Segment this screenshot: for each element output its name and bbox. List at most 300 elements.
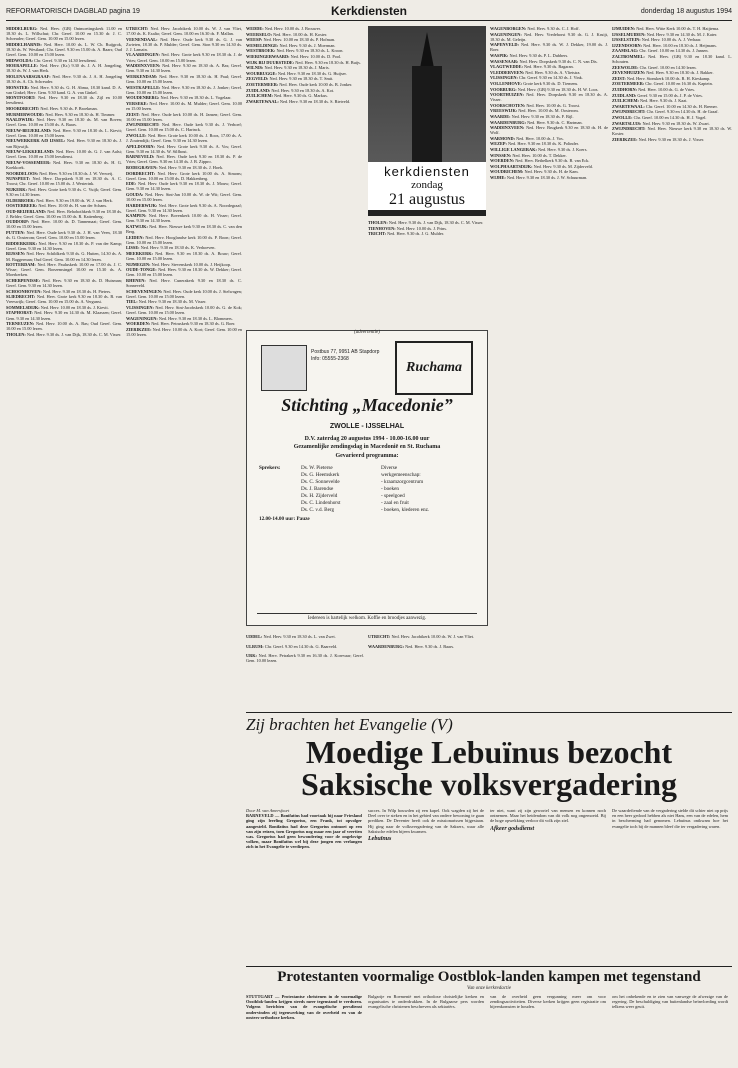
listing-text: Ned. Herv. 9.30 ds. J. Moerman.	[278, 42, 336, 48]
listing-entry	[490, 120, 608, 125]
listing-text: Chr. Geref. 9.30 en 14.30 ds. G. Baarveld.	[263, 643, 338, 649]
listing-entry	[490, 125, 608, 135]
listing-entry	[126, 299, 242, 304]
listing-town: NIJKERK:	[6, 186, 28, 192]
listing-text: Ned. Herv. 9.30 en 19.00 ds. W. J. van Herk.	[35, 197, 113, 203]
listing-text: Ned. Herv. 9.30 en 18.30 ds. J. Bakker.	[645, 70, 714, 76]
listing-town: ZWARTSLUIS:	[612, 120, 642, 126]
listing-town: MURMERWOUDE:	[6, 111, 45, 117]
listing-town: ZWOLLE:	[126, 132, 147, 138]
listing-town: VLEDDERVEEN:	[490, 69, 525, 75]
listing-text: Ned. Herv. 9.30 en 18.30 ds. H. Paul; Geref. Gem. 10.00 en 15.00 lezen.	[126, 73, 242, 84]
listing-text: Ned. Herv. (GB) 9.30 en 18.30 kand. L. Schouten.	[612, 53, 732, 65]
listing-text: Ned. Herv. 9.30 ds. J. van Dijk, 18.30 ds. C. M. Visser.	[387, 220, 484, 225]
listing-entry	[490, 53, 608, 58]
listing-town: ZWARTEWAAL:	[612, 103, 645, 109]
listing-entry	[126, 278, 242, 288]
listing-town: ZEIST:	[126, 111, 140, 117]
listing-town: WOUBRUGGE:	[246, 70, 277, 76]
speaker-row	[259, 486, 429, 493]
listing-text: Ned. Herv. 9.30 en 18.30 ds. H. G. Koekkoek.	[6, 159, 122, 170]
listing-entry	[612, 43, 732, 48]
listing-entry	[6, 332, 122, 337]
listing-town: WESTKAPELLE:	[126, 84, 161, 90]
listing-entry	[6, 321, 122, 331]
listing-town: RHENEN:	[126, 277, 146, 283]
speaker-row	[259, 500, 429, 507]
article-headline: Moedige Lebuïnus bezocht Saksische volksvergadering	[300, 734, 678, 802]
listing-town: NIEUWERKERK A/D IJSSEL:	[6, 138, 66, 144]
listing-town: KAMPEN:	[126, 213, 147, 219]
listing-entry	[126, 52, 242, 62]
listing-town: WESTBROEK:	[246, 48, 276, 54]
listing-town: BODEGRAVEN:	[126, 164, 158, 170]
listing-town: WAGENINGEN:	[126, 315, 158, 321]
listing-entry	[6, 117, 122, 127]
listing-town: WAARDE:	[490, 114, 511, 119]
speaker-name: Ds. C. Lindenhorst	[301, 500, 341, 506]
listing-entry	[6, 251, 122, 261]
listing-entry	[6, 219, 122, 229]
listing-text: Chr. Geref. 10.00 en 14.30 ds. H. Bremer.	[644, 103, 718, 109]
listing-text: Ned. Herv. 10.00 ds. J. Brouwer.	[263, 26, 321, 31]
listing-entry	[126, 181, 242, 191]
article2-col-3: van de overheid geen vergunning meer om voor zendingsactiviteiten. Diverse kerken krijgen geen registratie om bijeenkomsten te houden.	[490, 994, 606, 1010]
listing-text: Ned. Herv. (GB) Ontmoetingskerk 11.00 en 18.30 ds. L. Willschut; Chr. Geref. 10.00 en 15.30 dr. J. C. Schreuder; Geref. Gem. 10.00 en 15.00 lezen.	[6, 26, 122, 42]
activity: - boeken	[381, 486, 400, 492]
listing-text: Chr. Geref. 9.30 en 14.30 leesdienst.	[32, 57, 97, 63]
listing-text: Ned. Herv. Schildkerk 9.30 ds. G. Hutten, 14.30 ds. A. M. Baggerman; Oud Geref. Gem. 10.00 en 14.30 lezen.	[6, 251, 122, 262]
listing-entry	[490, 164, 608, 169]
listing-text: Ned. Herv. 9.30 en 18.30 ds. A. Bouw; Geref. Gem. 10.00 en 15.00 lezen.	[126, 250, 242, 262]
listing-entry	[612, 109, 732, 114]
listing-town: WEDDE:	[246, 26, 264, 31]
listing-text: Grote kerk 9.30 ds. D. Tiemens.	[522, 80, 579, 86]
listing-text: Ned. Herv. Pauluskerk 10.00 en 17.00 ds. J. C. Wisse; Geref. Gem. Boezemsingel 10.00 en 15.30 ds. A. Moerkerken.	[6, 262, 122, 278]
listing-text: Ned. Herv. 9.30 en 18.30 ds. L. Kroon.	[275, 48, 344, 54]
listing-town: ZEEWOLDE:	[612, 64, 639, 70]
ad-event-sub: Gezamenlijke zendingsdag in Macedonië en St. Ruchama	[293, 444, 441, 450]
article-col-4	[612, 808, 728, 958]
listing-entry	[6, 160, 122, 170]
activity: werkgemeenschap:	[381, 472, 421, 478]
listing-entry	[490, 75, 608, 80]
listing-town: PUTTEN:	[6, 230, 25, 236]
ad-time: 12.00-14.00 uur: Pauze	[259, 516, 310, 522]
listing-town: MONSTER:	[6, 84, 30, 90]
listing-town: NUNSPEET:	[6, 176, 31, 182]
listing-entry	[246, 99, 364, 104]
listing-text: Ned. Herv. Oude kerk 10.00 ds. H. Jansen; Geref. Gem. 10.00 en 15.00 lezen.	[126, 111, 242, 122]
listing-entry	[126, 321, 242, 326]
photo-caption-top: kerkdiensten	[384, 164, 470, 179]
listing-entry	[490, 108, 608, 113]
listing-entry	[368, 644, 486, 649]
listing-entry	[126, 316, 242, 321]
activity: - zaal en fruit	[381, 500, 409, 506]
listing-town: NIJMEGEN:	[126, 261, 151, 267]
listing-town: MOLENAARSGRAAF:	[6, 73, 51, 79]
listing-text: Ned. Herv. Stevenskerk 10.00 ds. J. Heijkoop.	[150, 261, 232, 267]
listing-text: Ned. Herv. Bethelkerk 9.30 ds. B. van Eck.	[514, 158, 590, 164]
listing-entry	[6, 74, 122, 84]
listing-entry	[6, 187, 122, 197]
listing-entry	[612, 121, 732, 126]
listing-entry	[246, 65, 364, 70]
listing-text: Ned. Herv. 9.30 en 18.30 ds. L. Blommers.	[157, 315, 233, 321]
listing-entry	[126, 305, 242, 315]
listing-entry	[490, 147, 608, 152]
speaker-name: Ds. H. Zijderveld	[301, 493, 338, 499]
listing-text: Ned. Herv. 9.30 ds. J. Kaat.	[638, 98, 688, 104]
listing-entry	[612, 54, 732, 64]
listing-town: OUD-BEIJERLAND:	[6, 208, 47, 214]
listing-town: LISSE:	[126, 245, 140, 251]
article-kicker: Zij brachten het Evangelie (V)	[246, 712, 732, 735]
listing-town: URK:	[246, 653, 257, 659]
listing-entry	[126, 112, 242, 122]
listing-text: Ned. Herv. Dorpskerk 9.30 en 18.30 ds. A. C. Troost; Chr. Geref. 10.00 en 15.00 ds. J. Westerink.	[6, 176, 122, 187]
listing-text: Ned. Herv. 10.00 en 18.30 ds. J. Heijmans.	[642, 42, 717, 48]
listing-text: Chr. Geref. 9.30 en 14.30 ds. J. Vink.	[517, 75, 583, 81]
listing-town: WADDINXVEEN:	[126, 63, 161, 69]
listing-text: Ned. Herv. 10.00 ds. G. de Vries.	[637, 87, 696, 93]
listing-town: ZEGVELD:	[246, 76, 269, 82]
listing-town: WILLIGE LANGERAK:	[490, 147, 537, 153]
listing-entry	[246, 37, 364, 42]
listing-town: TERNEUZEN:	[6, 321, 35, 327]
advertisement	[246, 330, 488, 626]
listing-column-4	[368, 220, 486, 326]
listing-town: ZUIDLAND:	[246, 87, 271, 93]
listing-town: VREESWIJK:	[490, 108, 518, 114]
listing-town: WASSENAAR:	[490, 58, 519, 64]
listing-town: WADDINXVEEN:	[490, 125, 525, 131]
listing-town: THOLEN:	[6, 331, 26, 337]
listing-town: VOORTHUIZEN:	[490, 92, 524, 98]
listing-town: STAPHORST:	[6, 310, 33, 316]
listing-entry	[6, 262, 122, 277]
listing-text: Ned. Herv. 10.00 ds. D. Pool.	[289, 53, 342, 59]
speaker-row	[259, 465, 429, 472]
listing-town: IJSSELMUIDEN:	[612, 31, 646, 37]
listing-text: Ned. Herv. Nieuwe kerk 9.30 en 18.30 ds. C. van den Berg.	[126, 223, 242, 235]
listing-entry	[490, 103, 608, 108]
article-byline: Door M. van Amersfoort	[246, 808, 290, 813]
article	[246, 712, 732, 1064]
listing-text: Ned. Herv. 9.30 en 18.30 ds. J. Visser.	[637, 136, 705, 142]
listing-town: KATWIJK:	[126, 223, 148, 229]
listing-town: BARNEVELD:	[126, 154, 155, 160]
ad-address-line: Postbus 77, 9951 AB Stapdorp	[311, 349, 380, 355]
listing-text: Ned. Herv. 9.30 en 14.30 ds. M. J. Kater.	[645, 31, 718, 37]
listing-entry	[490, 32, 608, 42]
listing-entry	[126, 224, 242, 234]
listing-text: Ned. Herv. 9.30 en 18.30 ds. A. Bas; Geref. Gem. 9.30 en 14.30 lezen.	[126, 63, 242, 74]
listing-town: VLAARDINGEN:	[126, 52, 160, 58]
listing-text: Ned. Herv. 10.00 ds. A. Kort; Geref. Gem. 10.00 en 15.00 lezen.	[126, 326, 242, 337]
listing-entry	[490, 87, 608, 92]
listing-entry	[368, 634, 486, 639]
listing-entry	[126, 235, 242, 245]
listing-text: Ned. Herv. 9.30 ds. P. Broekman.	[39, 105, 98, 111]
listing-entry	[6, 241, 122, 251]
article-col-3	[490, 808, 606, 958]
listing-entry	[490, 136, 608, 141]
listing-entry	[246, 653, 364, 663]
article-text-2: succes. In Wilp bouwden zij een kapel. Ook wagden zij het de Deel over te steken en in het gebied van ondere bewoning te gaan prediken. De Deventer heeft ook de missionarissen bijgestaan. Hij ging naar de volksvergadering van de Saksers, waar alle Saksische edelen bijeen kwamen.	[368, 808, 484, 834]
listing-town: WILNIS:	[246, 65, 264, 71]
listing-text: Ned. Herv. Sionskerk 10.00 ds. R. H. Kieskamp.	[625, 75, 711, 81]
listing-entry	[6, 230, 122, 240]
listing-town: RIDDERKERK:	[6, 240, 38, 246]
listing-town: IJSSELSTEIN:	[612, 37, 641, 43]
listing-town: WOERDEN:	[126, 321, 151, 327]
listing-text: Ned. Herv. 9.30 en 18.30 ds. P. van der Kamp; Geref. Gem. 9.30 en 14.30 lezen.	[6, 240, 122, 251]
listing-text: Ned. Herv. 9.30 en 18.30 ds. J. Jonker; Geref. Gem. 10.00 en 15.00 lezen.	[126, 84, 242, 95]
listing-entry	[6, 310, 122, 320]
listing-column-3	[246, 26, 364, 356]
listing-text: Ned. Herv. Oude kerk 10.00 ds. J. Stelwagen; Geref. Gem. 10.00 en 15.00 lezen.	[126, 288, 242, 299]
listing-entry	[368, 226, 486, 231]
listing-text: Ned. Herv. 9.30 en 18.30 ds. M. van Boven; Geref. Gem. 10.00 en 15.00 ds. A. Baars.	[6, 117, 122, 128]
listing-town: WINSSEN:	[490, 152, 512, 158]
listing-town: ROTTERDAM:	[6, 262, 36, 268]
photo-caption-mid: zondag	[411, 179, 443, 191]
listing-text: Ned. Herv. 10.00 ds. T. Dekker.	[511, 152, 567, 158]
listing-text: Ned. Herv. Dorpskerk 9.30 en 18.30 ds. A. Visser.	[490, 92, 608, 103]
speaker-row	[259, 479, 429, 486]
listing-entry	[126, 251, 242, 261]
listing-town: WEZEP:	[490, 141, 507, 147]
listing-text: Ned. Herv. Grote kerk 9.30 ds. A. Noordegraaf; Geref. Gem. 9.30 en 14.30 lezen.	[126, 202, 242, 213]
article-text-3: ter niet, want zij zijn gewortel van mensen en konnen noch ontnemen. Maar het heidendom van dit volk nog ongemoeid. Bij de hoge opwekking verloor dit volk zijn ziel.	[490, 808, 606, 824]
ad-event	[257, 435, 477, 451]
article2-headline: Protestanten voormalige Oostblok-landen kampen met tegenstand	[246, 966, 732, 986]
listing-entry	[6, 42, 122, 57]
listing-entry	[126, 171, 242, 181]
listing-town: VLAGTWEDDE:	[490, 64, 523, 70]
listing-town: ZIERIKZEE:	[126, 326, 152, 332]
listing-text: Ned. Herv. Hooglandse kerk 10.00 ds. P. Boon; Geref. Gem. 10.00 en 15.00 lezen.	[126, 234, 242, 245]
listing-text: Ned. Herv. Bovenkerk 10.00 ds. H. Visser; Geref. Gem. 9.30 en 14.30 lezen.	[126, 213, 242, 224]
listing-town: WOUDRICHEM:	[490, 169, 524, 175]
listing-text: Ned. Herv. 9.30 ds. C. Hartman.	[526, 119, 583, 125]
listing-entry	[490, 81, 608, 86]
listing-text: Ned. Herv. 9.30 en 18.30 ds. H. Timmer.	[44, 111, 116, 117]
speaker-row	[259, 507, 429, 514]
listing-text: Ned. Herv. 9.30 ds. A. Vlietstra.	[524, 69, 581, 75]
listing-entry	[246, 644, 364, 649]
listing-text: Ned. Herv. Oude kerk 9.30 ds. J. H. van Veen, 18.30 ds. G. Oosterom; Geref. Gem. 10.00 en 15.00 lezen.	[6, 230, 122, 241]
listing-column-2	[126, 26, 242, 1062]
listing-text: Ned. Herv. 9.30 en 18.30 ds. W. Dekker; Geref. Gem. 10.00 en 15.00 lezen.	[126, 267, 242, 278]
listing-town: ZWIJNDRECHT:	[612, 126, 646, 132]
ad-event-date: D.V. zaterdag 20 augustus 1994 - 10.00-16.00 uur	[304, 436, 430, 442]
listing-town: WEERSELO:	[246, 31, 273, 37]
listing-town: RIJSSEN:	[6, 251, 26, 257]
listing-column-3b	[246, 630, 364, 710]
listing-text: Ned. Herv. Grote kerk 10.00 ds. A. Simons; Geref. Gem. 10.00 en 15.00 ds. D. Hakkenberg.	[126, 170, 242, 181]
listing-entry	[246, 82, 364, 87]
article-col-1	[246, 808, 362, 958]
listing-entry	[126, 192, 242, 202]
photo-caption	[368, 162, 486, 210]
listing-entry	[6, 289, 122, 294]
listing-entry	[368, 220, 486, 225]
listing-text: Ned. Herv. Cunerakerk 9.30 en 18.30 ds. C. Sonneveld.	[126, 277, 242, 288]
listing-town: ZUIDLAND:	[612, 92, 637, 98]
listing-entry	[126, 63, 242, 73]
listing-text: Ned. Herv. 9.30 ds. H. de Kam.	[523, 169, 579, 175]
listing-text: Ned. Herv. 9.30 en 18.30 ds. T. Smit.	[268, 76, 334, 82]
listing-entry	[490, 114, 608, 119]
church-tower	[412, 66, 442, 166]
listing-column-6	[612, 26, 732, 666]
ad-program: Gevarieerd programma:	[335, 453, 399, 459]
listing-entry	[6, 58, 122, 63]
listing-text: Ned. Herv. Oude kerk 9.30 ds. J. Verhoef; Geref. Gem. 10.00 en 15.00 ds. C. Harinck.	[126, 122, 242, 133]
listing-entry	[126, 245, 242, 250]
listing-entry	[126, 101, 242, 111]
activity: Diverse	[381, 465, 398, 471]
listing-entry	[490, 59, 608, 64]
listing-text: Ned. Herv. 10.00 ds. G. Troost.	[525, 102, 581, 108]
listing-text: Ned. Herv. 9.30 en 18.30 ds. L. van Zwet.	[262, 634, 336, 640]
speaker-name: Ds. G. Heemskerk	[301, 472, 340, 478]
listing-entry	[6, 63, 122, 73]
ad-tag: (advertentie)	[354, 330, 380, 335]
listing-town: ZOETERMEER:	[246, 81, 279, 87]
listing-text: Ned. Herv. Rehobothkerk 9.30 en 18.30 ds. J. Belder; Geref. Gem. 10.00 en 15.00 ds. R. Kattenberg.	[6, 208, 122, 219]
listing-text: Ned. Herv. 9.30 ds. G. H. Abma, 18.30 kand. D. A. van Ginkel; Herv. Gem. 9.30 kand. G. A. van Ginkel.	[6, 84, 122, 95]
listing-entry	[490, 64, 608, 69]
listing-town: MOERAPELLE:	[6, 63, 38, 69]
listing-entry	[126, 144, 242, 154]
listing-text: Ned. Herv. 9.30 en 18.30 ds. J. W. Verweij.	[38, 170, 114, 176]
listing-text: Ned. Herv. 10.00 ds. A. Bas; Oud Geref. Gem. 10.00 en 15.00 lezen.	[6, 321, 122, 332]
listing-entry	[6, 149, 122, 159]
listing-entry	[246, 48, 364, 53]
listing-text: Ned. Herv. 9.30 en 18.30 ds. S. Rietveld.	[278, 98, 351, 104]
listing-entry	[126, 95, 242, 100]
listing-text: Ned. Herv. Nieuwe kerk 9.30 en 18.30 ds. W. Koster.	[612, 126, 732, 137]
listing-text: Ned. Herv. 10.00 ds. J. Vos.	[515, 135, 564, 141]
listing-town: OUDE-TONGE:	[126, 267, 157, 273]
listing-text: Ned. Herv. (GB) 9.30 en 18.30 ds. H. W. Loos.	[516, 86, 599, 92]
listing-town: EDE:	[126, 181, 137, 187]
listing-town: ZUILICHEM:	[246, 93, 273, 99]
listing-town: MIDDELHARNIS:	[6, 41, 42, 47]
listing-town: NOORDELOOS:	[6, 170, 39, 176]
article2-col-4: om het onbekende en te zien van vanwege de afwezige van de regering. De beschuldiging van buitenlandse beïnvloeding wordt telkens weer geuit.	[612, 994, 728, 1010]
listing-text: Ned. Herv. 9.30 ds. Bagaran.	[522, 64, 574, 70]
listing-entry	[126, 74, 242, 84]
listing-entry	[6, 138, 122, 148]
ad-phone: Info: 05555-2368	[311, 356, 349, 362]
listing-text: Ned. Herv. 9.30 en 18.30 ds. H. Buijs.	[294, 59, 361, 65]
listing-text: Chr. Geref. 9.30 en 14.30 ds. H. de Graaf.	[645, 109, 719, 115]
listing-town: WERKENDAM:	[126, 73, 158, 79]
article-text-4: De waardefiende van de vergadering stelde dit schier niet op prijs en een heer gedood hebben als niet Hans, een van de edelen, hem in bescherming had genomen. Lebuïnus ontkwam hoe het evangelie toch bij de mannen bleef die ter vergadering waren.	[612, 808, 728, 829]
listing-entry	[6, 294, 122, 304]
listing-text: Ned. Herv. 9.30 en 14.30 ds. M. Klaassen; Geref. Gem. 9.30 en 14.30 lezen.	[6, 310, 122, 321]
listing-text: Ned. Herv. 10.00 ds. L. W. Ch. Ruijgrok, 18.30 ds. W. Westland; Chr. Geref. 9.30 en 15.00 ds. A. Baars; Oud Geref. Gem. 10.00 en 15.00 lezen.	[6, 41, 122, 57]
listing-text: Chr. Geref. 10.00 en 14.30 ds. J. Jansen.	[638, 48, 709, 54]
listing-text: Ned. Herv. Sint-Jacobskerk 10.00 ds. G. de Kok; Geref. Gem. 10.00 en 15.00 lezen.	[126, 304, 242, 315]
listing-town: TIEL:	[126, 299, 138, 305]
listing-town: THOLEN:	[368, 220, 388, 225]
listing-town: UTRECHT:	[368, 634, 391, 640]
listing-entry	[368, 231, 486, 236]
listing-entry	[612, 37, 732, 42]
listing-entry	[612, 137, 732, 142]
listing-text: Ned. Herv. 10.00 en 18.30 ds. P. Hofman.	[262, 37, 336, 43]
listing-text: Ned. Herv. 9.30 en 18.30 ds. L. Kievit; Geref. Gem. 10.00 en 15.00 lezen.	[6, 127, 122, 138]
listing-town: ZOETERMEER:	[612, 81, 645, 87]
listing-entry	[490, 153, 608, 158]
listing-town: NIEUW-LEKKERLAND:	[6, 149, 55, 155]
listing-town: ULRUM:	[246, 643, 264, 649]
church-spire	[420, 32, 434, 68]
listing-text: Ned. Herv. Sint-Jan 10.00 ds. W. de Wit; Geref. Gem. 10.00 en 15.00 lezen.	[126, 191, 242, 202]
listing-text: Ned. Herv. 10.00 ds. D. Tannemaat; Geref. Gem. 10.00 en 15.00 lezen.	[6, 219, 122, 230]
header-left: REFORMATORISCH DAGBLAD pagina 19	[6, 8, 140, 15]
listing-text: Ned. Herv. 9.30 ds. J. van Dijk, 18.30 ds. C. M. Visser.	[25, 331, 122, 337]
ad-address	[311, 349, 379, 363]
speaker-name: Ds. C. Sonnevelde	[301, 479, 340, 485]
listing-entry	[246, 43, 364, 48]
listing-entry	[612, 98, 732, 103]
listing-text: Ned. Herv. 9.30 en 18.30 ds. M. Visser.	[137, 299, 207, 305]
listing-town: WIJHE:	[490, 175, 506, 181]
listing-entry	[490, 42, 608, 52]
listing-town: NIEUW-BEIJERLAND:	[6, 127, 52, 133]
listing-town: WIERINGERWAARD:	[246, 53, 290, 59]
listing-town: ZAAMSLAG:	[612, 48, 639, 54]
listing-text: Ned. Herv. 9.30 ds. J. Koers.	[536, 147, 588, 153]
listing-entry	[490, 175, 608, 180]
listing-text: Ned. Herv. 9.30 ds. J. A. H. Jongeling 18.30 ds. A. Ch. Schreuder.	[6, 73, 122, 84]
listing-entry	[246, 71, 364, 76]
listing-text: Ned. Herv. Oude kerk 9.30 ds. G. J. van Zwieten, 18.30 ds. P. Mulder; Geref. Gem. Sion 9.30 en 14.30 ds. J. J. Lamain.	[126, 36, 242, 52]
listing-text: Ned. Herv. Petrakerk 9.30 en 16.30 ds. J. Korevaar; Geref. Gem. 10.00 lezen.	[246, 653, 364, 664]
listing-entry	[612, 48, 732, 53]
listing-entry	[126, 289, 242, 299]
listing-town: ZWIJNDRECHT:	[126, 122, 160, 128]
listing-text: Ned. Herv. 9.30 en 18.30 ds. J. van Rijswijk.	[6, 138, 122, 149]
listing-town: SCHERPENISSE:	[6, 277, 41, 283]
listing-text: Ned. Herv. 10.00 ds. A. J. Verhaar.	[640, 37, 702, 43]
listing-text: Ned. Herv. Oude kerk 10.00 ds. B. Jonker.	[278, 81, 353, 87]
section-title: Kerkdiensten	[330, 4, 408, 18]
listing-entry	[246, 60, 364, 65]
listing-entry	[6, 198, 122, 203]
listing-town: WASPIK:	[490, 52, 509, 58]
kerkdiensten-photo	[368, 26, 486, 216]
listing-town: MEERKERK:	[126, 250, 153, 256]
listing-entry	[612, 93, 732, 98]
listing-entry	[246, 76, 364, 81]
listing-entry	[126, 327, 242, 337]
listing-entry	[6, 128, 122, 138]
listing-entry	[126, 37, 242, 52]
listing-text: Ned. Herv. 9.30 en 18.30 ds. K. Polinder.	[506, 141, 579, 147]
article-lead: BARNEVELD — Bonifatius had voortaak bij naar Friesland ging zijn leerling Gregorius, een Frank, tot opvolger aangesteld. Bonifatius had deze Gregorius ontmoet op een van zijn reizen, toen Gregorius nog maar een jaar of veertien was. Gregorius had geen bewondering voor de ongelovige volken, maar Bonifatius wel bij deze jongen een verlangen zich in het Evangelie te verdiepen.	[246, 813, 362, 850]
ad-speakers	[259, 465, 429, 523]
listing-column-1	[6, 26, 122, 1062]
listing-text: Ned. Herv. Grote kerk 10.00 ds. J. Roos, 17.00 ds. A. J. Zoutendijk; Geref. Gem. 9.30 en 14.30 lezen.	[126, 132, 242, 143]
